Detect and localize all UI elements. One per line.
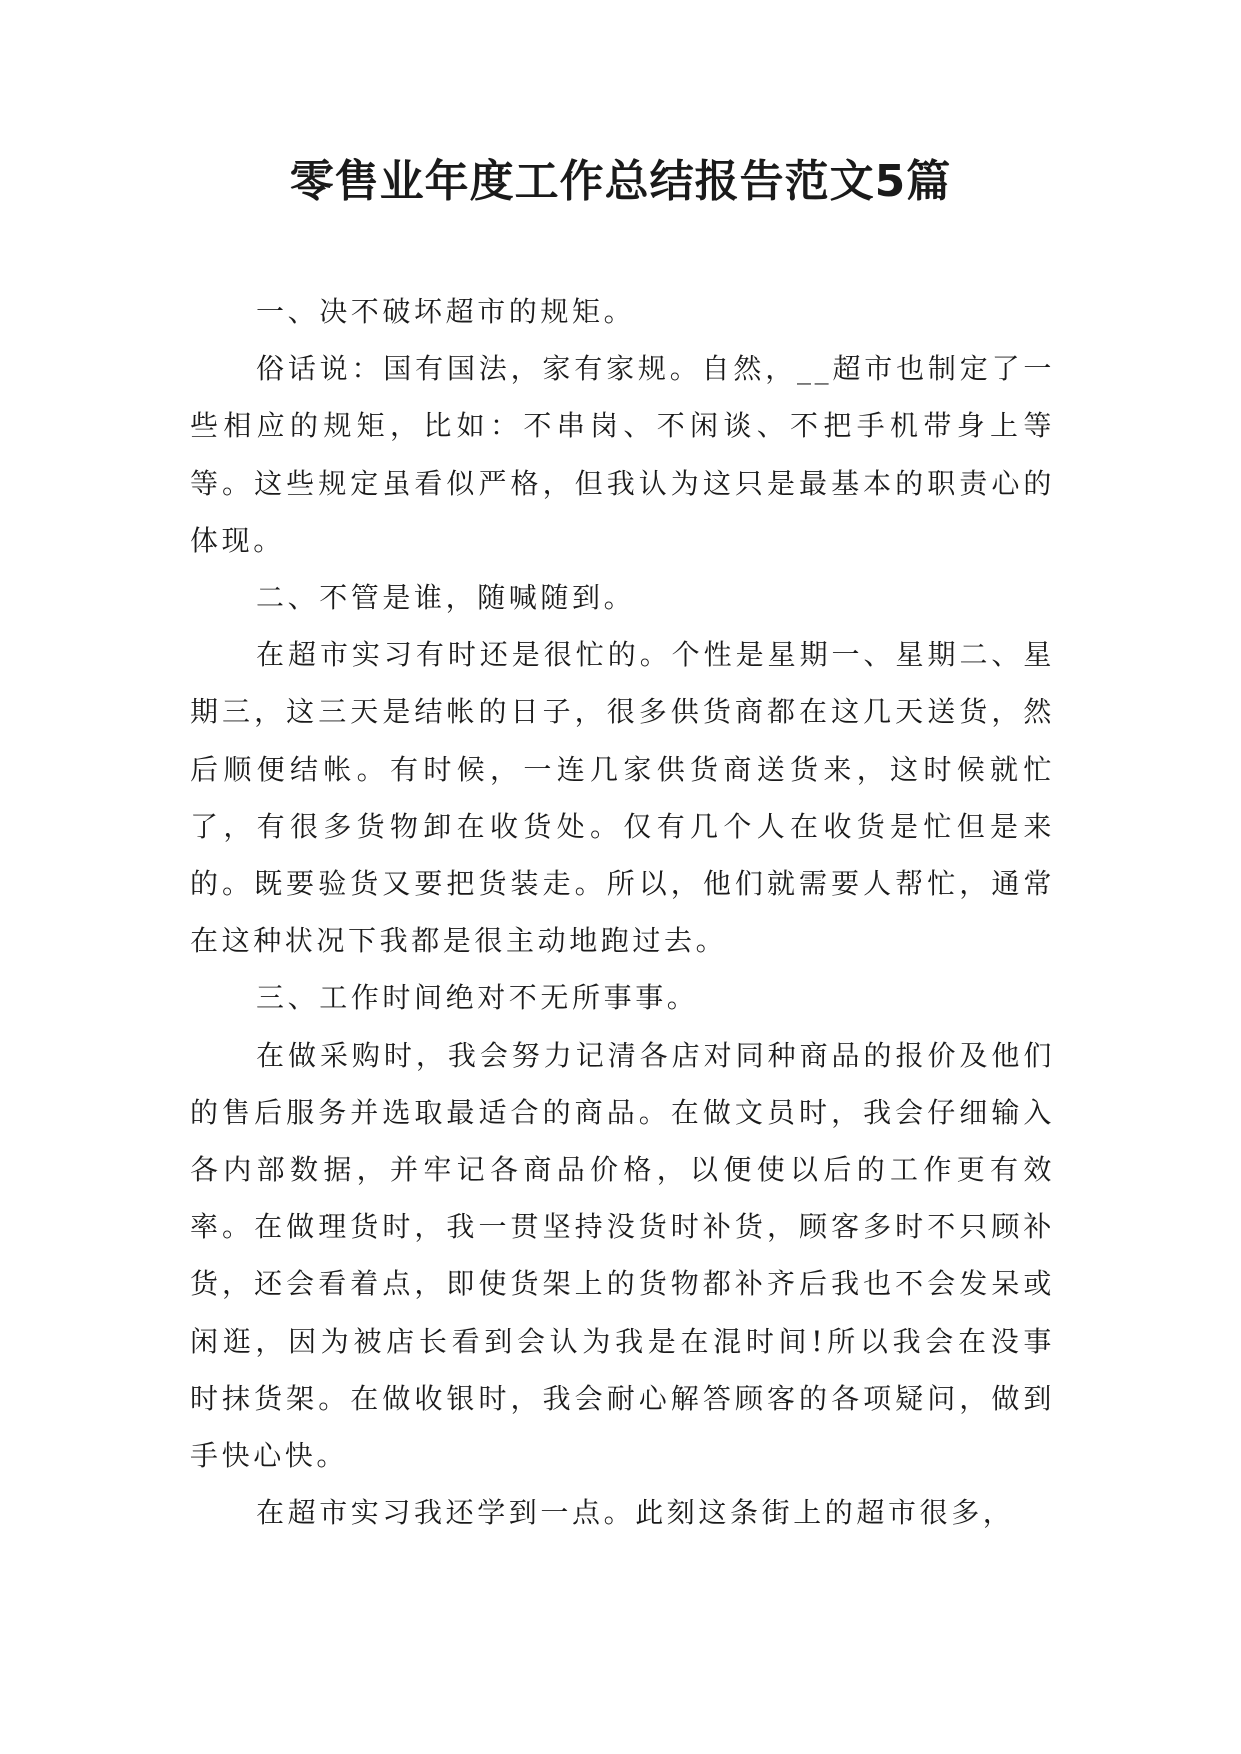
document-body — [190, 283, 1055, 1541]
paragraph-busy-days: 在超市实习有时还是很忙的。个性是星期一、星期二、星期三，这三天是结帐的日子，很多供货商都在这几天送货，然后顺便结帐。有时候，一连几家供货商送货来，这时候就忙了，有很多货物卸在收货处。仅有几个人在收货是忙但是来的。既要验货又要把货装走。所以，他们就需要人帮忙，通常在这种状况下我都是很主动地跑过去。 — [190, 638, 1055, 958]
section-heading-2: 二、不管是谁，随喊随到。 — [256, 581, 636, 615]
section-heading-3: 三、工作时间绝对不无所事事。 — [256, 981, 699, 1015]
paragraph-rules: 俗话说：国有国法，家有家规。自然，__超市也制定了一些相应的规矩，比如：不串岗、不闲谈、不把手机带身上等等。这些规定虽看似严格，但我认为这只是最基本的职责心的体现。 — [190, 352, 1055, 557]
paragraph-lesson-learned: 在超市实习我还学到一点。此刻这条街上的超市很多， — [256, 1496, 1015, 1530]
document-title: 零售业年度工作总结报告范文5篇 — [289, 156, 952, 207]
section-heading-1: 一、决不破坏超市的规矩。 — [256, 295, 636, 328]
paragraph-work-duties: 在做采购时，我会努力记清各店对同种商品的报价及他们的售后服务并选取最适合的商品。在做文员时，我会仔细输入各内部数据，并牢记各商品价格，以便使以后的工作更有效率。在做理货时，我一贯坚持没货时补货，顾客多时不只顾补货，还会看着点，即使货架上的货物都补齐后我也不会发呆或闲逛，因为被店长看到会认为我是在混时间!所以我会在没事时抹货架。在做收银时，我会耐心解答顾客的各项疑问，做到手快心快。 — [190, 1038, 1055, 1473]
